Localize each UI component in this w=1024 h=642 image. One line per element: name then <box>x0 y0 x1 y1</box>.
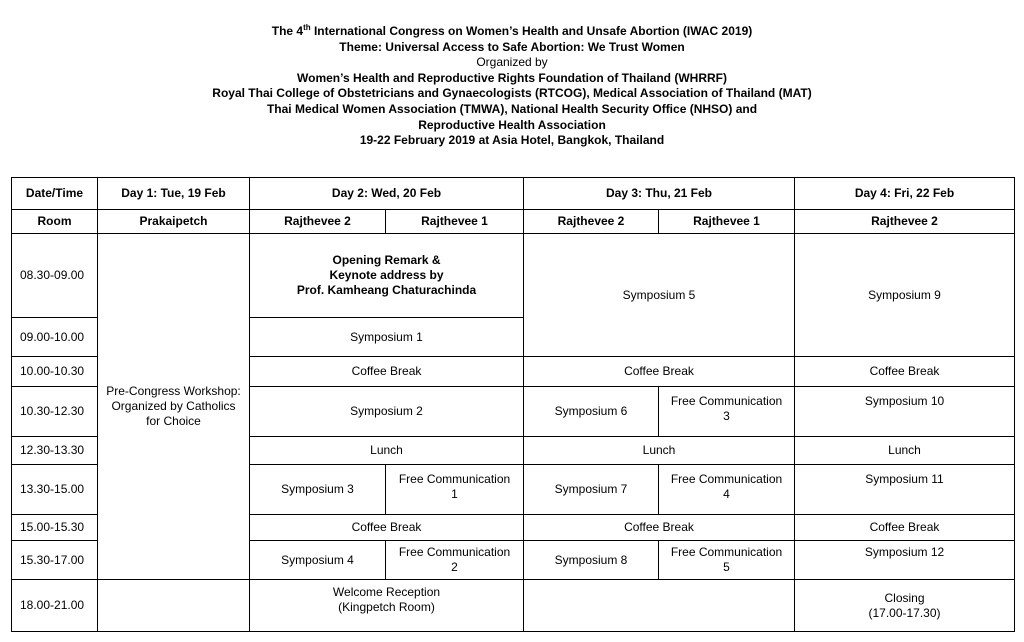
header-datetime: Date/Time <box>12 178 98 210</box>
room-day3-b: Rajthevee 1 <box>659 210 795 234</box>
organized-by-line: Organized by <box>476 55 548 70</box>
coffee-break-cell: Coffee Break <box>795 357 1015 387</box>
time-cell: 15.30-17.00 <box>12 541 98 580</box>
header-day1: Day 1: Tue, 19 Feb <box>98 178 250 210</box>
time-cell: 13.30-15.00 <box>12 465 98 515</box>
header-day2: Day 2: Wed, 20 Feb <box>250 178 524 210</box>
symposium-11-cell: Symposium 11 <box>795 465 1015 515</box>
fc-number: 5 <box>723 560 730 574</box>
empty-cell <box>524 580 795 632</box>
symposium-8-cell: Symposium 8 <box>524 541 659 580</box>
theme-line: Theme: Universal Access to Safe Abortion: We Trust Women <box>339 39 685 54</box>
congress-title: The 4th International Congress on Women’s Health and Unsafe Abortion (IWAC 2019) <box>271 23 753 38</box>
time-cell: 10.30-12.30 <box>12 387 98 437</box>
fc-number: 2 <box>451 560 458 574</box>
workshop-line-3: for Choice <box>146 414 201 428</box>
free-communication-3-cell <box>659 387 795 437</box>
room-day2-a: Rajthevee 2 <box>250 210 386 234</box>
coffee-break-cell: Coffee Break <box>795 515 1015 541</box>
symposium-6-cell: Symposium 6 <box>524 387 659 437</box>
symposium-7-cell: Symposium 7 <box>524 465 659 515</box>
symposium-10-cell: Symposium 10 <box>795 387 1015 437</box>
symposium-5-cell: Symposium 5 <box>524 234 795 357</box>
symposium-9-cell: Symposium 9 <box>795 234 1015 357</box>
fc-label: Free Communication <box>398 545 511 559</box>
fc-number: 3 <box>723 409 730 423</box>
opening-line-3: Prof. Kamheang Chaturachinda <box>296 283 477 297</box>
opening-line-1: Opening Remark & <box>332 253 441 267</box>
free-communication-2-cell <box>386 541 524 580</box>
header-row-rooms <box>12 210 1015 234</box>
time-cell: 18.00-21.00 <box>12 580 98 632</box>
time-cell: 15.00-15.30 <box>12 515 98 541</box>
symposium-12-cell: Symposium 12 <box>795 541 1015 580</box>
symposium-1-cell: Symposium 1 <box>250 318 524 357</box>
closing-cell <box>795 580 1015 632</box>
fc-label: Free Communication <box>670 472 783 486</box>
header-day3: Day 3: Thu, 21 Feb <box>524 178 795 210</box>
closing-line-2: (17.00-17.30) <box>868 605 941 620</box>
free-communication-1-cell <box>386 465 524 515</box>
workshop-line-2: Organized by Catholics <box>111 399 236 413</box>
document-header <box>0 0 1024 149</box>
organizer-line-1: Women’s Health and Reproductive Rights Foundation of Thailand (WHRRF) <box>297 70 727 85</box>
organizer-line-2: Royal Thai College of Obstetricians and Gynaecologists (RTCOG), Medical Association of Thailand (MAT) <box>212 86 812 101</box>
header-row-days <box>12 178 1015 210</box>
organizer-line-4: Reproductive Health Association <box>418 117 606 132</box>
fc-number: 4 <box>723 487 730 501</box>
time-cell: 08.30-09.00 <box>12 234 98 318</box>
header-room: Room <box>12 210 98 234</box>
coffee-break-cell: Coffee Break <box>524 357 795 387</box>
free-communication-4-cell <box>659 465 795 515</box>
organizer-line-3: Thai Medical Women Association (TMWA), National Health Security Office (NHSO) and <box>266 101 758 116</box>
opening-keynote-cell <box>250 234 524 318</box>
lunch-cell: Lunch <box>795 437 1015 465</box>
fc-label: Free Communication <box>670 545 783 559</box>
coffee-break-cell: Coffee Break <box>524 515 795 541</box>
row-1800 <box>12 580 1015 632</box>
header-day4: Day 4: Fri, 22 Feb <box>795 178 1015 210</box>
time-cell: 12.30-13.30 <box>12 437 98 465</box>
workshop-cell <box>98 234 250 580</box>
room-day1: Prakaipetch <box>98 210 250 234</box>
lunch-cell: Lunch <box>250 437 524 465</box>
fc-label: Free Communication <box>670 394 783 408</box>
lunch-cell: Lunch <box>524 437 795 465</box>
room-day2-b: Rajthevee 1 <box>386 210 524 234</box>
welcome-reception-cell <box>250 580 524 632</box>
symposium-2-cell: Symposium 2 <box>250 387 524 437</box>
coffee-break-cell: Coffee Break <box>250 515 524 541</box>
symposium-3-cell: Symposium 3 <box>250 465 386 515</box>
fc-label: Free Communication <box>398 472 511 486</box>
room-day3-a: Rajthevee 2 <box>524 210 659 234</box>
coffee-break-cell: Coffee Break <box>250 357 524 387</box>
symposium-4-cell: Symposium 4 <box>250 541 386 580</box>
time-cell: 09.00-10.00 <box>12 318 98 357</box>
opening-line-2: Keynote address by <box>329 268 444 282</box>
closing-line-1: Closing <box>884 590 925 605</box>
row-0830 <box>12 234 1015 318</box>
fc-number: 1 <box>451 487 458 501</box>
schedule-table <box>11 177 1015 632</box>
welcome-line-1: Welcome Reception <box>332 585 441 599</box>
time-cell: 10.00-10.30 <box>12 357 98 387</box>
workshop-line-1: Pre-Congress Workshop: <box>106 384 241 398</box>
room-day4: Rajthevee 2 <box>795 210 1015 234</box>
empty-cell <box>98 580 250 632</box>
welcome-line-2: (Kingpetch Room) <box>338 600 435 614</box>
free-communication-5-cell <box>659 541 795 580</box>
venue-dates-line: 19-22 February 2019 at Asia Hotel, Bangkok, Thailand <box>359 133 665 148</box>
